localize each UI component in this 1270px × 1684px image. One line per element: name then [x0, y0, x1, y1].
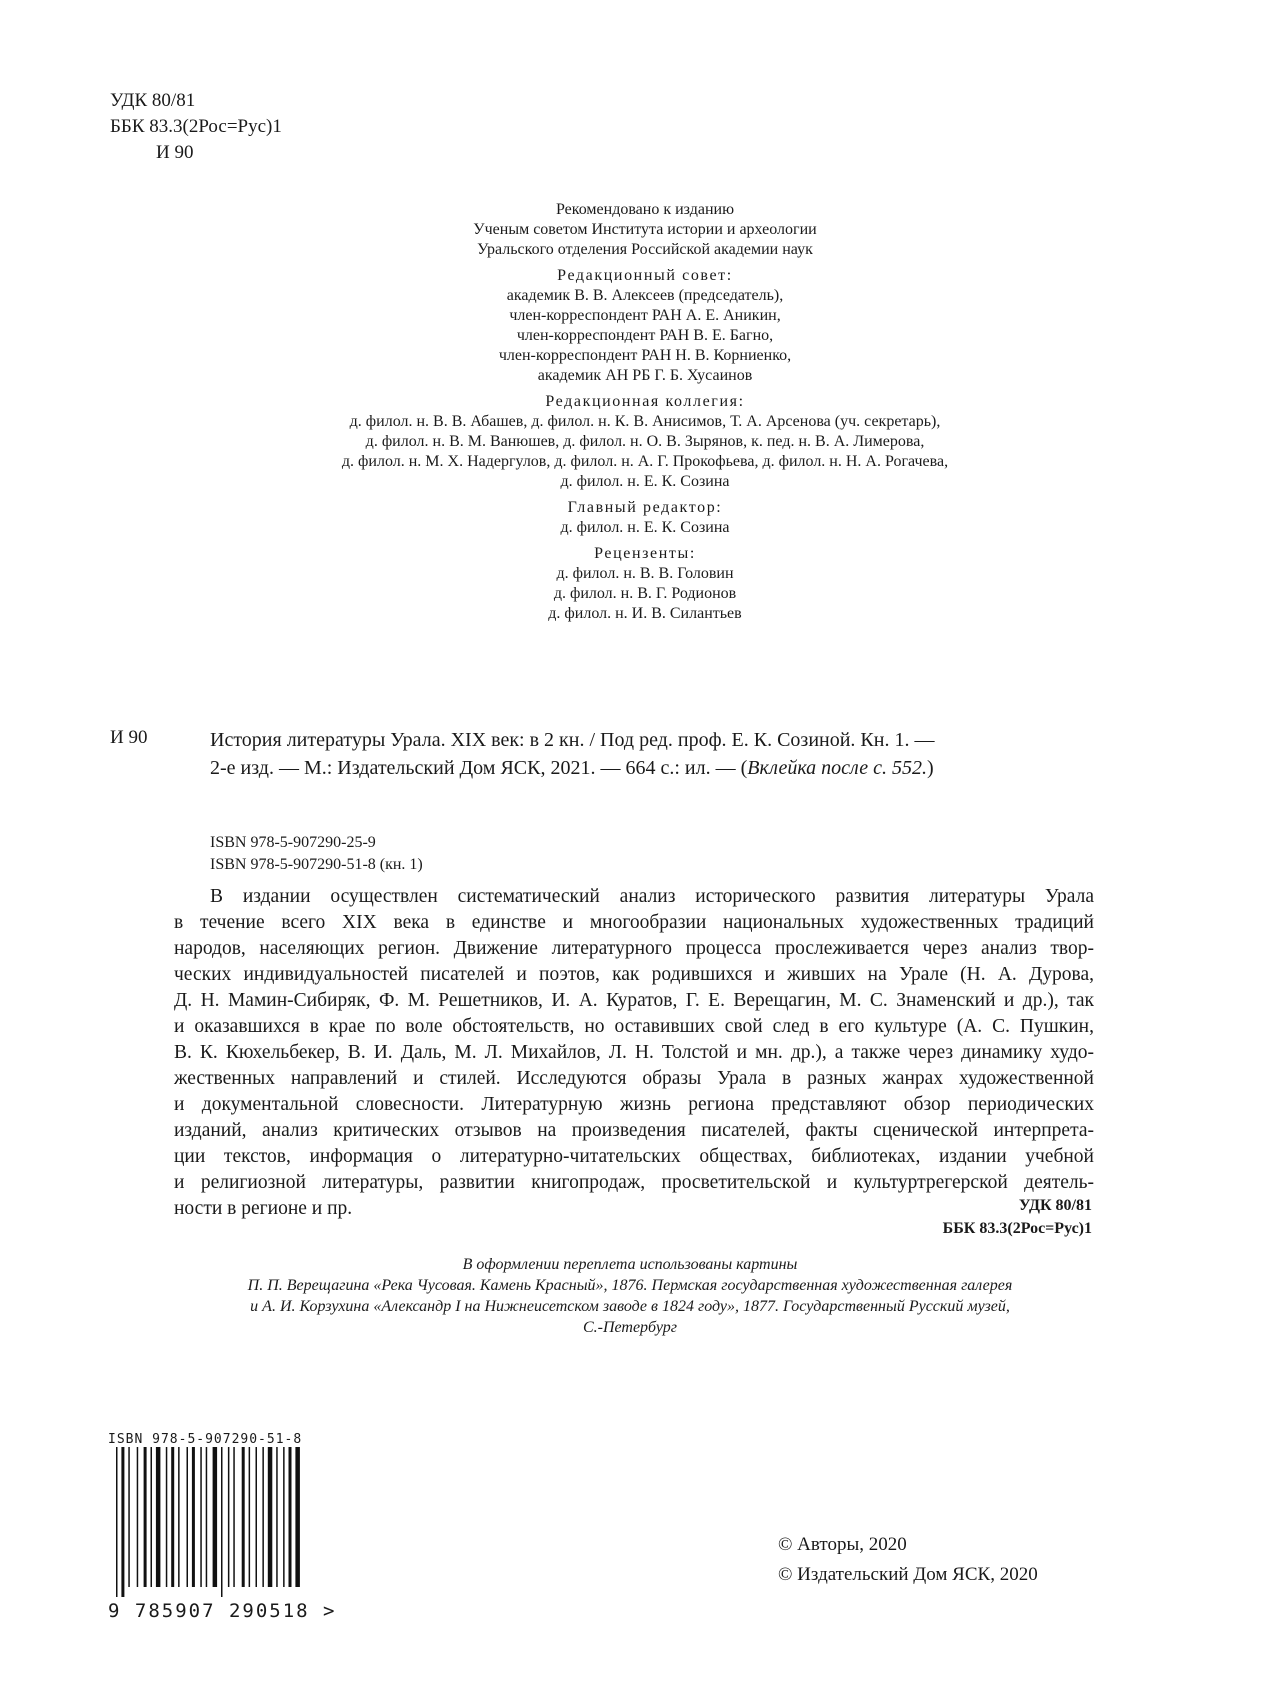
cover-note-line: В оформлении переплета использованы картины: [462, 1256, 798, 1273]
barcode-bar: [276, 1447, 278, 1587]
cover-note: [140, 1254, 1120, 1338]
editorial-college-member: д. филол. н. Е. К. Созина: [560, 473, 730, 490]
annotation-codes: [943, 1194, 1092, 1240]
annotation: [174, 884, 1094, 1222]
record-edition-close: ): [927, 757, 934, 779]
barcode-bar: [171, 1447, 174, 1587]
isbn-line: ISBN 978-5-907290-51-8 (кн. 1): [210, 856, 423, 873]
reviewer-name: д. филол. н. В. Г. Родионов: [553, 585, 737, 602]
barcode-bar: [256, 1447, 258, 1587]
annotation-line: ности в регионе и пр.: [174, 1198, 353, 1219]
chief-editor-name: д. филол. н. Е. К. Созина: [560, 519, 730, 536]
record-title-line: История литературы Урала. XIX век: в 2 кн. / Под ред. проф. Е. К. Созиной. Кн. 1. —: [210, 729, 935, 751]
annotation-line: ции текстов, информация о литературно-читательских обществах, библиотеках, издании учебной: [174, 1146, 1094, 1167]
editorial-college: [200, 392, 1090, 492]
annotation-line: и документальной словесности. Литературную жизнь региона представляют обзор периодических: [174, 1094, 1094, 1115]
record-insert-note: Вклейка после с. 552.: [747, 757, 928, 779]
reviewer-name: д. филол. н. И. В. Силантьев: [548, 605, 742, 622]
reviewers-heading: Рецензенты:: [594, 545, 696, 562]
reviewer-name: д. филол. н. В. В. Головин: [556, 565, 734, 582]
barcode-bar: [192, 1447, 195, 1587]
editorial-board-heading: Редакционный совет:: [557, 267, 733, 284]
barcode-bar: [116, 1447, 118, 1597]
bbk-code: ББК 83.3(2Рос=Рус)1: [110, 116, 282, 137]
barcode-bar: [128, 1447, 130, 1587]
barcode-bar: [121, 1447, 124, 1597]
barcode-bar: [268, 1447, 273, 1587]
barcode-bar: [295, 1447, 300, 1587]
barcode-bar: [178, 1447, 180, 1587]
barcode-bar: [144, 1447, 147, 1587]
annotation-line: жественных направлений и стилей. Исследуются образы Урала в разных жанрах художественной: [174, 1068, 1094, 1089]
barcode-digits: 9 785907 290518 >: [108, 1600, 337, 1622]
recommendation: [200, 200, 1090, 260]
editorial-board-member: член-корреспондент РАН А. Е. Аникин,: [509, 307, 781, 324]
cover-note-line: С.-Петербург: [582, 1319, 678, 1336]
barcode-bar: [187, 1447, 189, 1587]
bibliographic-record: [210, 726, 1090, 782]
recommendation-line: Уральского отделения Российской академии наук: [477, 241, 813, 258]
barcode-bar: [249, 1447, 251, 1587]
barcode-bar: [262, 1447, 264, 1587]
barcode-bar: [137, 1447, 139, 1587]
barcode-bar: [233, 1447, 235, 1587]
annotation-line: Д. Н. Мамин-Сибиряк, Ф. М. Решетников, И. А. Куратов, Г. Е. Верещагин, М. С. Знаменский и др.), так: [174, 990, 1094, 1011]
chief-editor-heading: Главный редактор:: [567, 499, 723, 516]
editorial-board-member: академик АН РБ Г. Б. Хусаинов: [537, 367, 753, 384]
barcode-bar: [206, 1447, 208, 1587]
cover-note-line: и А. И. Корзухина «Александр I на Нижнеисетском заводе в 1824 году», 1877. Государственный Русский музей,: [250, 1298, 1010, 1315]
barcode-isbn-label: ISBN 978-5-907290-51-8: [108, 1432, 303, 1447]
record-edition-text: 2-е изд. — М.: Издательский Дом ЯСК, 2021. — 664 с.: ил. — (: [210, 757, 748, 779]
annotation-line: и религиозной литературы, развитии книгопродаж, просветительской и культуртрегерской деятель-: [174, 1172, 1094, 1193]
annotation-line: и оказавшихся в крае по воле обстоятельств, но оставивших свой след в его культуре (А. С. Пушкин,: [174, 1016, 1094, 1037]
recommendation-line: Рекомендовано к изданию: [555, 201, 735, 218]
editorial-college-member: д. филол. н. В. М. Ванюшев, д. филол. н. О. В. Зырянов, к. пед. н. В. А. Лимерова,: [365, 433, 925, 450]
chief-editor: [200, 498, 1090, 538]
editorial-college-member: д. филол. н. В. В. Абашев, д. филол. н. К. В. Анисимов, Т. А. Арсенова (уч. секретарь),: [349, 413, 941, 430]
classification-codes: [110, 88, 282, 166]
copyright-authors: © Авторы, 2020: [778, 1534, 907, 1555]
barcode-bar: [213, 1447, 218, 1587]
barcode-bar: [166, 1447, 168, 1587]
credits-block: [200, 200, 1090, 624]
annotation-line: В. К. Кюхельбекер, В. И. Даль, М. Л. Михайлов, Л. Н. Толстой и мн. др.), а также через динамику худо-: [174, 1042, 1094, 1063]
barcode-bar: [151, 1447, 153, 1587]
editorial-board: [200, 266, 1090, 386]
barcode-bar: [283, 1447, 285, 1587]
annotation-line: В издании осуществлен систематический анализ исторического развития литературы Урала: [210, 886, 1094, 907]
barcode-bar: [156, 1447, 161, 1587]
record-edition-line: [210, 754, 1090, 782]
annotation-line: ческих индивидуальностей писателей и поэтов, как родившихся и живших на Урале (Н. А. Дурова,: [174, 964, 1094, 985]
annotation-line: в течение всего XIX века в единстве и многообразии национальных художественных традиций: [174, 912, 1094, 933]
barcode-bar: [228, 1447, 230, 1587]
barcode-block: [108, 1432, 336, 1622]
record-author-mark: И 90: [110, 727, 148, 748]
barcode-bar: [289, 1447, 292, 1587]
isbn-list: [210, 832, 423, 876]
udk-code: УДК 80/81: [110, 90, 196, 111]
editorial-board-member: член-корреспондент РАН В. Е. Багно,: [516, 327, 774, 344]
annotation-bbk: ББК 83.3(2Рос=Рус)1: [942, 1220, 1092, 1237]
barcode-bar: [200, 1447, 202, 1587]
barcode-bar: [221, 1447, 223, 1597]
editorial-board-member: член-корреспондент РАН Н. В. Корниенко,: [498, 347, 792, 364]
author-mark: И 90: [156, 142, 194, 163]
annotation-line: народов, населяющих регион. Движение литературного процесса прослеживается через анализ твор-: [174, 938, 1094, 959]
reviewers: [200, 544, 1090, 624]
isbn-line: ISBN 978-5-907290-25-9: [210, 834, 376, 851]
copyright-block: [778, 1530, 1038, 1590]
editorial-board-member: академик В. В. Алексеев (председатель),: [506, 287, 784, 304]
recommendation-line: Ученым советом Института истории и археологии: [473, 221, 817, 238]
copyright-publisher: © Издательский Дом ЯСК, 2020: [778, 1564, 1038, 1585]
annotation-udk: УДК 80/81: [1018, 1197, 1092, 1214]
annotation-line: изданий, анализ критических отзывов на произведения писателей, факты сценической интерпрета-: [174, 1120, 1094, 1141]
editorial-college-heading: Редакционная коллегия:: [545, 393, 745, 410]
editorial-college-member: д. филол. н. М. Х. Надергулов, д. филол. н. А. Г. Прокофьева, д. филол. н. Н. А. Рогачева,: [341, 453, 949, 470]
barcode-bars: [108, 1447, 308, 1597]
barcode-bar: [242, 1447, 245, 1587]
cover-note-line: П. П. Верещагина «Река Чусовая. Камень Красный», 1876. Пермская государственная художественная галерея: [247, 1277, 1013, 1294]
